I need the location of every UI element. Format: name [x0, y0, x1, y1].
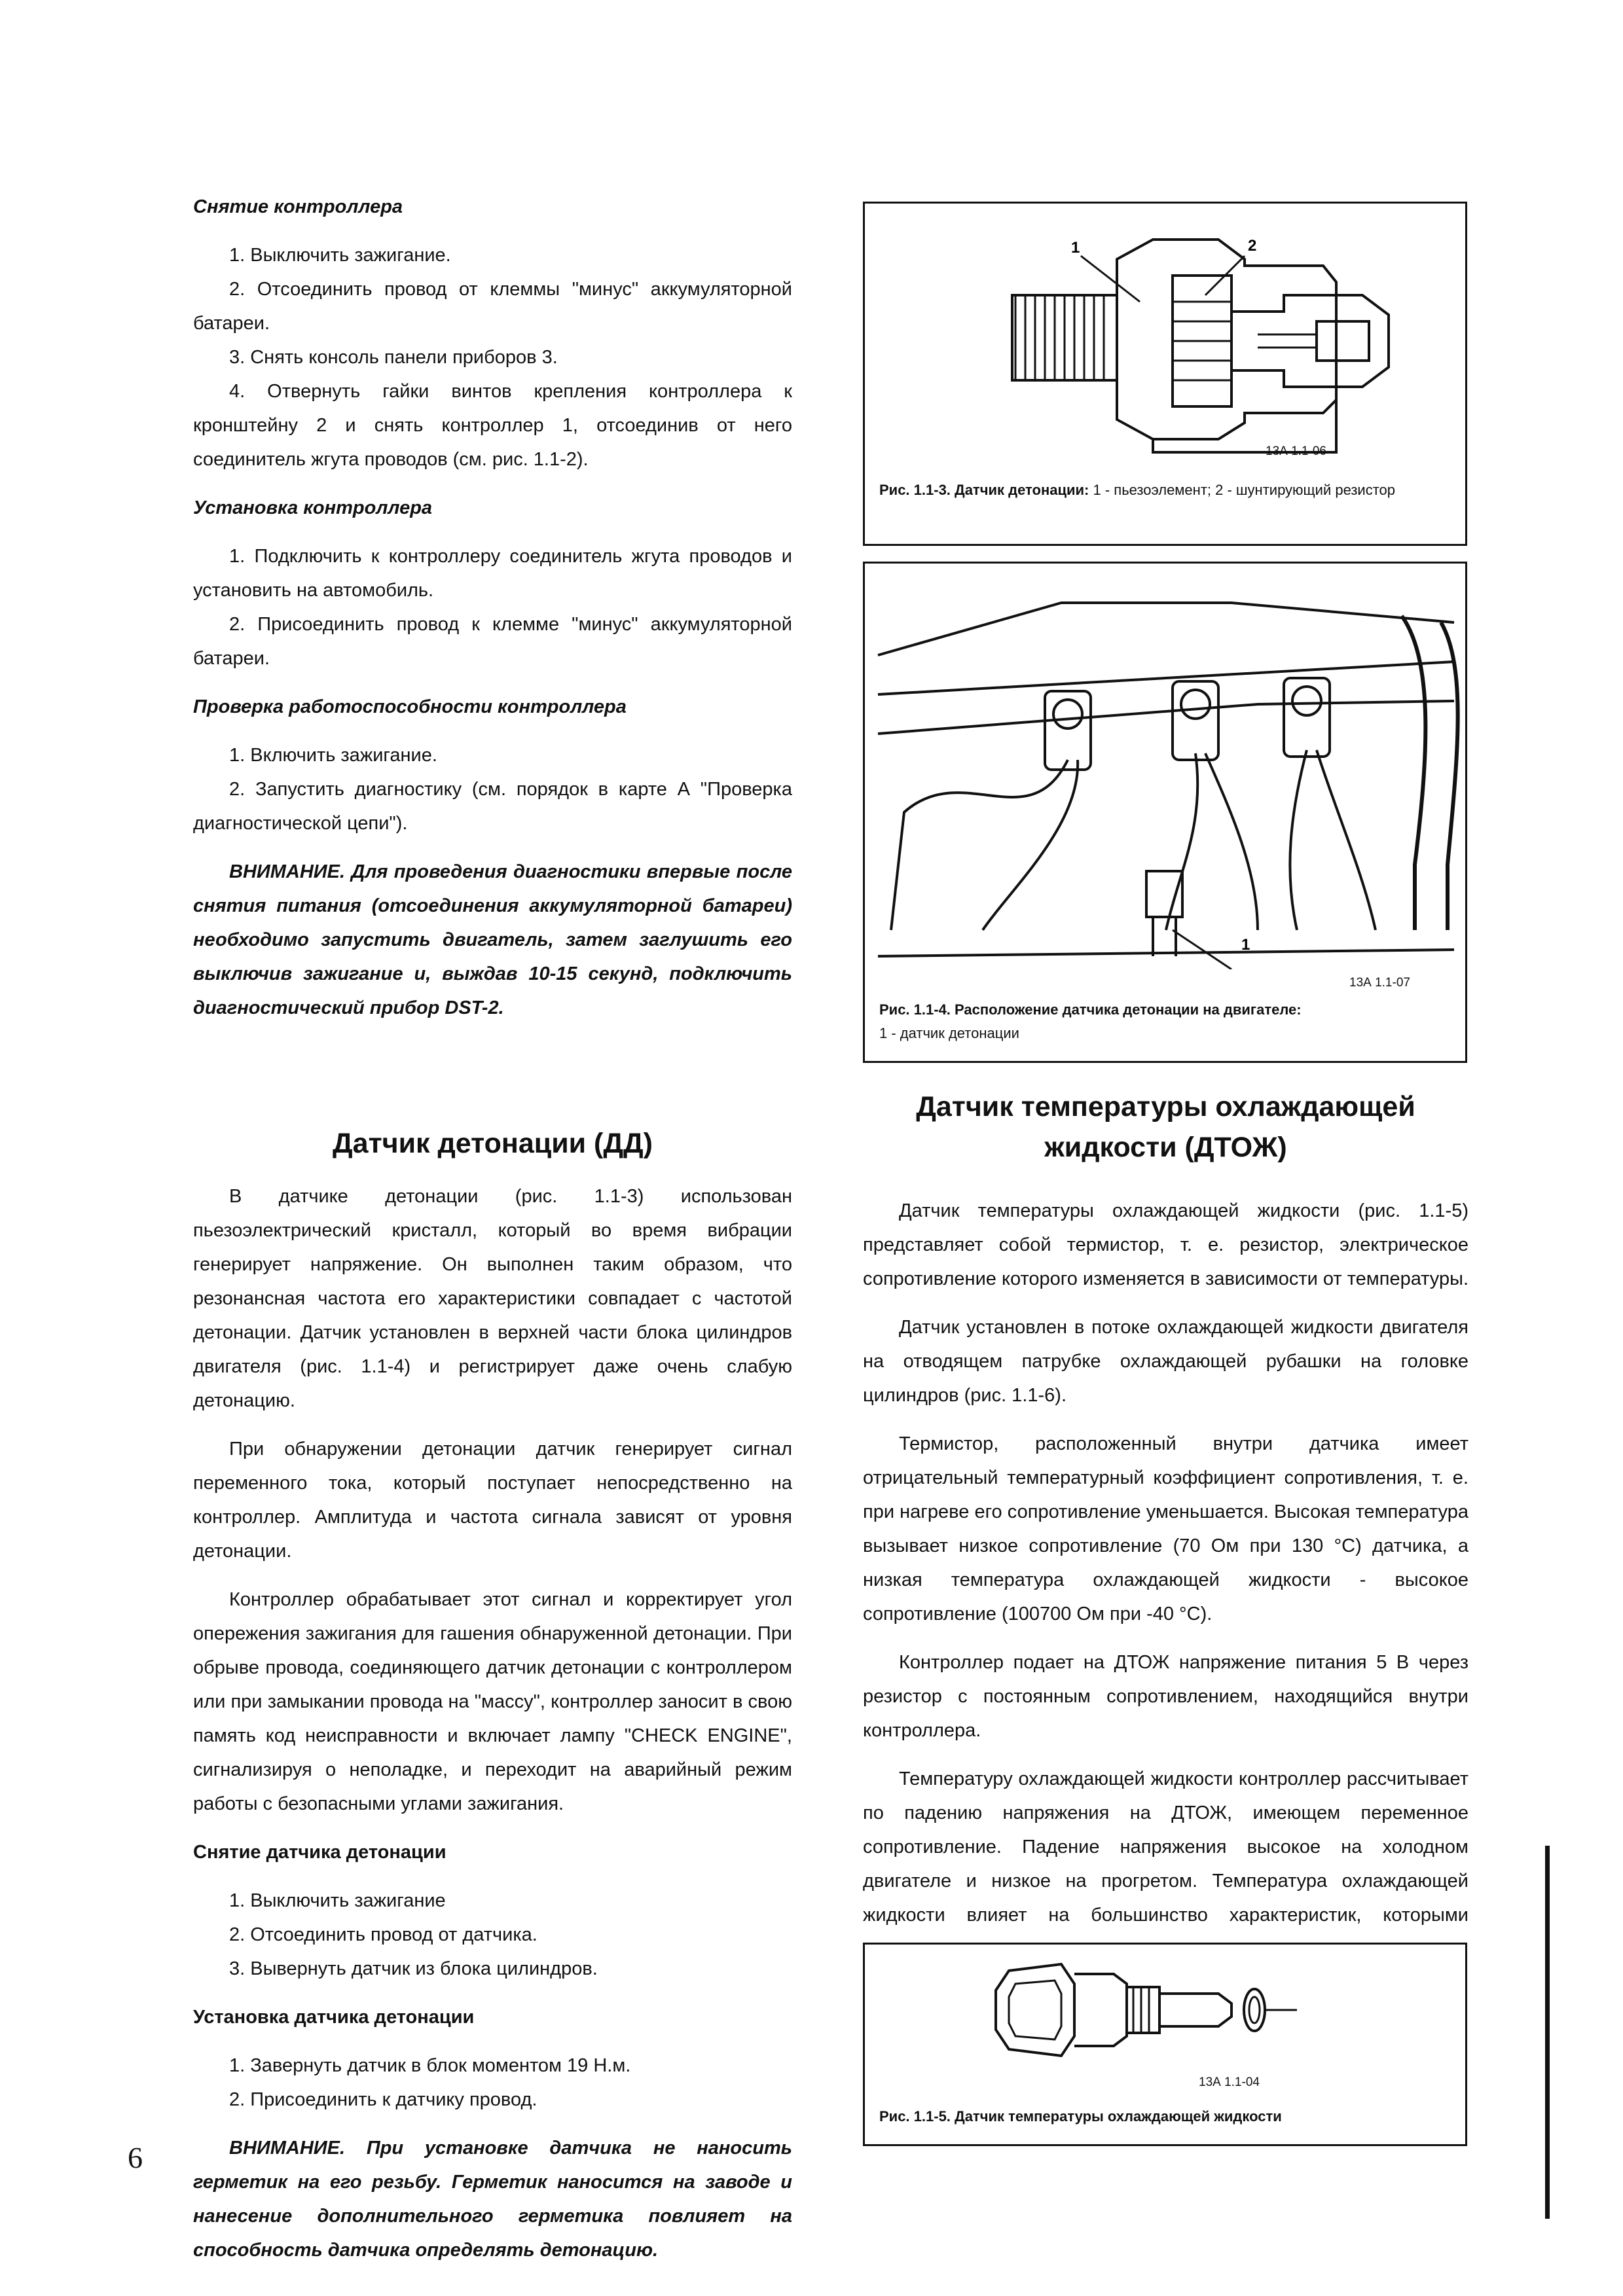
right-column	[863, 1086, 1468, 1966]
paragraph: Датчик температуры охлаждающей жидкости (рис. 1.1-5) представляет собой термистор, т. е. резистор, электрическое сопротивление которого изменяется в зависимости от температуры.	[863, 1200, 1468, 1289]
list-item: 2. Отсоединить провод от датчика.	[229, 1924, 538, 1945]
knock-sensor-drawing	[865, 204, 1465, 465]
figure-label-2: 2	[1248, 237, 1257, 255]
list-item: 2. Запустить диагностику (см. порядок в карте А "Проверка диагностической цепи").	[193, 779, 792, 834]
list-item: 3. Вывернуть датчик из блока цилиндров.	[229, 1958, 598, 1979]
page-number: 6	[128, 2141, 143, 2174]
list-item: 1. Выключить зажигание.	[229, 245, 451, 266]
list-item: 1. Завернуть датчик в блок моментом 19 Н.м.	[229, 2055, 631, 2076]
figure-knock-sensor	[863, 202, 1467, 546]
caption-text: 1 - пьезоэлемент; 2 - шунтирующий резистор	[1089, 482, 1396, 498]
list-item: 1. Включить зажигание.	[229, 745, 437, 766]
list-item: 1. Подключить к контроллеру соединитель жгута проводов и установить на автомобиль.	[193, 546, 792, 601]
heading-coolant-sensor: Датчик температуры охлаждающей жидкости (ДТОЖ)	[916, 1091, 1415, 1163]
figure-code: 13А 1.1-07	[1349, 976, 1410, 990]
heading-knock-sensor: Датчик детонации (ДД)	[333, 1128, 653, 1159]
coolant-sensor-drawing	[865, 1945, 1465, 2075]
caption-text: 1 - датчик детонации	[879, 1025, 1019, 1041]
section-title-knock-install: Установка датчика детонации	[193, 2007, 475, 2028]
paragraph: Контроллер подает на ДТОЖ напряжение питания 5 В через резистор с постоянным сопротивлением, находящийся внутри контроллера.	[863, 1652, 1468, 1741]
list-item: 2. Отсоединить провод от клеммы "минус" аккумуляторной батареи.	[193, 279, 792, 334]
figure-coolant-sensor	[863, 1943, 1467, 2146]
left-column	[193, 190, 792, 2267]
paragraph: Температуру охлаждающей жидкости контроллер рассчитывает по падению напряжения на ДТОЖ, имеющем переменное сопротивление. Падение напряжения высокое на холодном двигателе и низкое на прогретом. Температура охлаждающей жидкости влияет на большинство характеристик, которыми	[863, 1768, 1468, 1926]
figure-label-1: 1	[1071, 239, 1080, 257]
list-item: 2. Присоединить провод к клемме "минус" аккумуляторной батареи.	[193, 614, 792, 669]
figure-code: 13А 1.1-04	[1199, 2075, 1260, 2089]
paragraph: При обнаружении детонации датчик генерирует сигнал переменного тока, который поступает непосредственно на контроллер. Амплитуда и частота сигнала зависят от уровня детонации.	[193, 1439, 792, 1562]
list-item: 2. Присоединить к датчику провод.	[229, 2089, 538, 2110]
list-item: 4. Отвернуть гайки винтов крепления контроллера к кронштейну 2 и снять контроллер 1, отсоединив от него соединитель жгута проводов (см. рис. 1.1-2).	[193, 381, 792, 470]
caption-title: Рис. 1.1-5. Датчик температуры охлаждающей жидкости	[879, 2108, 1282, 2125]
section-title-knock-removal: Снятие датчика детонации	[193, 1842, 447, 1863]
warning-sealant: ВНИМАНИЕ. При установке датчика не наносить герметик на его резьбу. Герметик наносится на заводе и нанесение дополнительного герметика повлияет на способность датчика определять детонацию.	[193, 2138, 792, 2261]
figure-knock-sensor-location	[863, 562, 1467, 1063]
margin-bar	[1545, 1846, 1550, 2219]
section-title-controller-install: Установка контроллера	[193, 497, 433, 518]
list-item: 1. Выключить зажигание	[229, 1890, 446, 1911]
caption-title: Рис. 1.1-4. Расположение датчика детонации на двигателе:	[879, 1001, 1302, 1018]
paragraph: Контроллер обрабатывает этот сигнал и корректирует угол опережения зажигания для гашения обнаруженной детонации. При обрыве провода, соединяющего датчик детонации с контроллером или при замыкании провода на "массу", контроллер заносит в свою память код неисправности и включает лампу "CHECK ENGINE", сигнализируя о неполадке, и переходит на аварийный режим работы с безопасными углами зажигания.	[193, 1589, 792, 1814]
warning-diagnostics: ВНИМАНИЕ. Для проведения диагностики впервые после снятия питания (отсоединения аккумуляторной батареи) необходимо запустить двигатель, затем заглушить его выключив зажигание и, выждав 10-15 секунд, подключить диагностический прибор DST-2.	[193, 861, 792, 1018]
figure-label-1: 1	[1241, 936, 1250, 954]
engine-drawing	[865, 564, 1465, 969]
paragraph: Термистор, расположенный внутри датчика имеет отрицательный температурный коэффициент сопротивления, т. е. при нагреве его сопротивление уменьшается. Высокая температура вызывает низкое сопротивление (70 Ом при 130 °С) датчика, а низкая температура охлаждающей жидкости - высокое сопротивление (100700 Ом при -40 °С).	[863, 1433, 1468, 1624]
paragraph: В датчике детонации (рис. 1.1-3) использован пьезоэлектрический кристалл, который во время вибрации генерирует напряжение. Он выполнен таким образом, что резонансная частота его характеристики совпадает с частотой детонации. Датчик установлен в верхней части блока цилиндров двигателя (рис. 1.1-4) и регистрирует даже очень слабую детонацию.	[193, 1186, 792, 1411]
section-title-controller-removal: Снятие контроллера	[193, 196, 403, 217]
figure-code: 13А 1.1-06	[1266, 444, 1326, 458]
figure-caption	[879, 478, 1449, 502]
figure-caption	[879, 2105, 1449, 2128]
paragraph: Датчик установлен в потоке охлаждающей жидкости двигателя на отводящем патрубке охлаждающей рубашки на головке цилиндров (рис. 1.1-6).	[863, 1317, 1468, 1406]
list-item: 3. Снять консоль панели приборов 3.	[229, 347, 558, 368]
figure-caption	[879, 998, 1449, 1045]
section-title-controller-check: Проверка работоспособности контроллера	[193, 696, 627, 717]
caption-title: Рис. 1.1-3. Датчик детонации:	[879, 482, 1089, 498]
